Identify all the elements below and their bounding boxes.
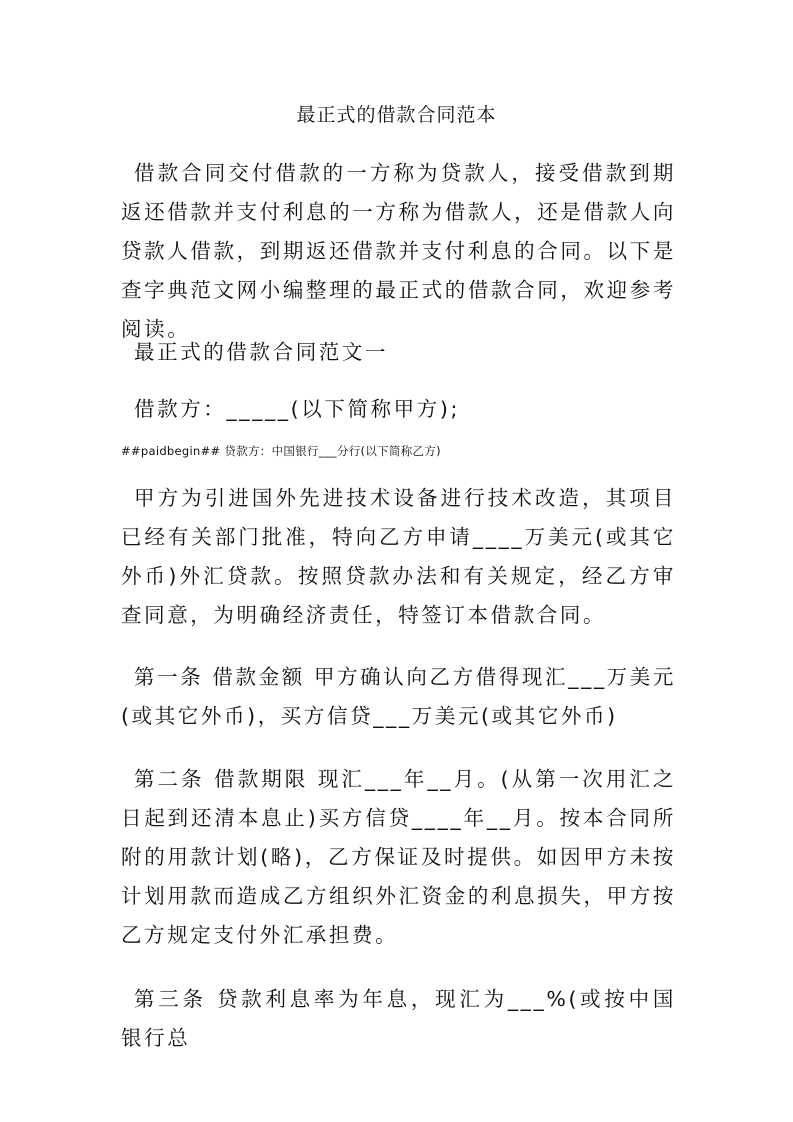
article-2-paragraph: 第二条 借款期限 现汇___年__月。(从第一次用汇之日起到还清本息止)买方信贷____年__月。按本合同所附的用款计划(略)，乙方保证及时提供。如因甲方未按计划用款而造成乙方组织外汇资金的利息损失，甲方按乙方规定支付外汇承担费。 xyxy=(121,767,676,947)
section-heading: 最正式的借款合同范文一 xyxy=(134,340,389,364)
intro-paragraph: 借款合同交付借款的一方称为贷款人，接受借款到期返还借款并支付利息的一方称为借款人，还是借款人向贷款人借款，到期返还借款并支付利息的合同。以下是查字典范文网小编整理的最正式的借款合同，欢迎参考阅读。 xyxy=(121,161,676,341)
article-3-paragraph: 第三条 贷款利息率为年息，现汇为___%(或按中国银行总 xyxy=(121,987,676,1050)
document-title: 最正式的借款合同范本 xyxy=(296,104,497,126)
article-1-paragraph: 第一条 借款金额 甲方确认向乙方借得现汇___万美元(或其它外币)，买方信贷___万美元(或其它外币) xyxy=(121,665,676,728)
lender-line: ##paidbegin## 贷款方：中国银行___分行(以下简称乙方) xyxy=(121,444,441,458)
purpose-paragraph: 甲方为引进国外先进技术设备进行技术改造，其项目已经有关部门批准，特向乙方申请____万美元(或其它外币)外汇贷款。按照贷款办法和有关规定，经乙方审查同意，为明确经济责任，特签订本借款合同。 xyxy=(121,486,676,627)
borrower-line: 借款方：_____(以下简称甲方); xyxy=(134,397,460,421)
